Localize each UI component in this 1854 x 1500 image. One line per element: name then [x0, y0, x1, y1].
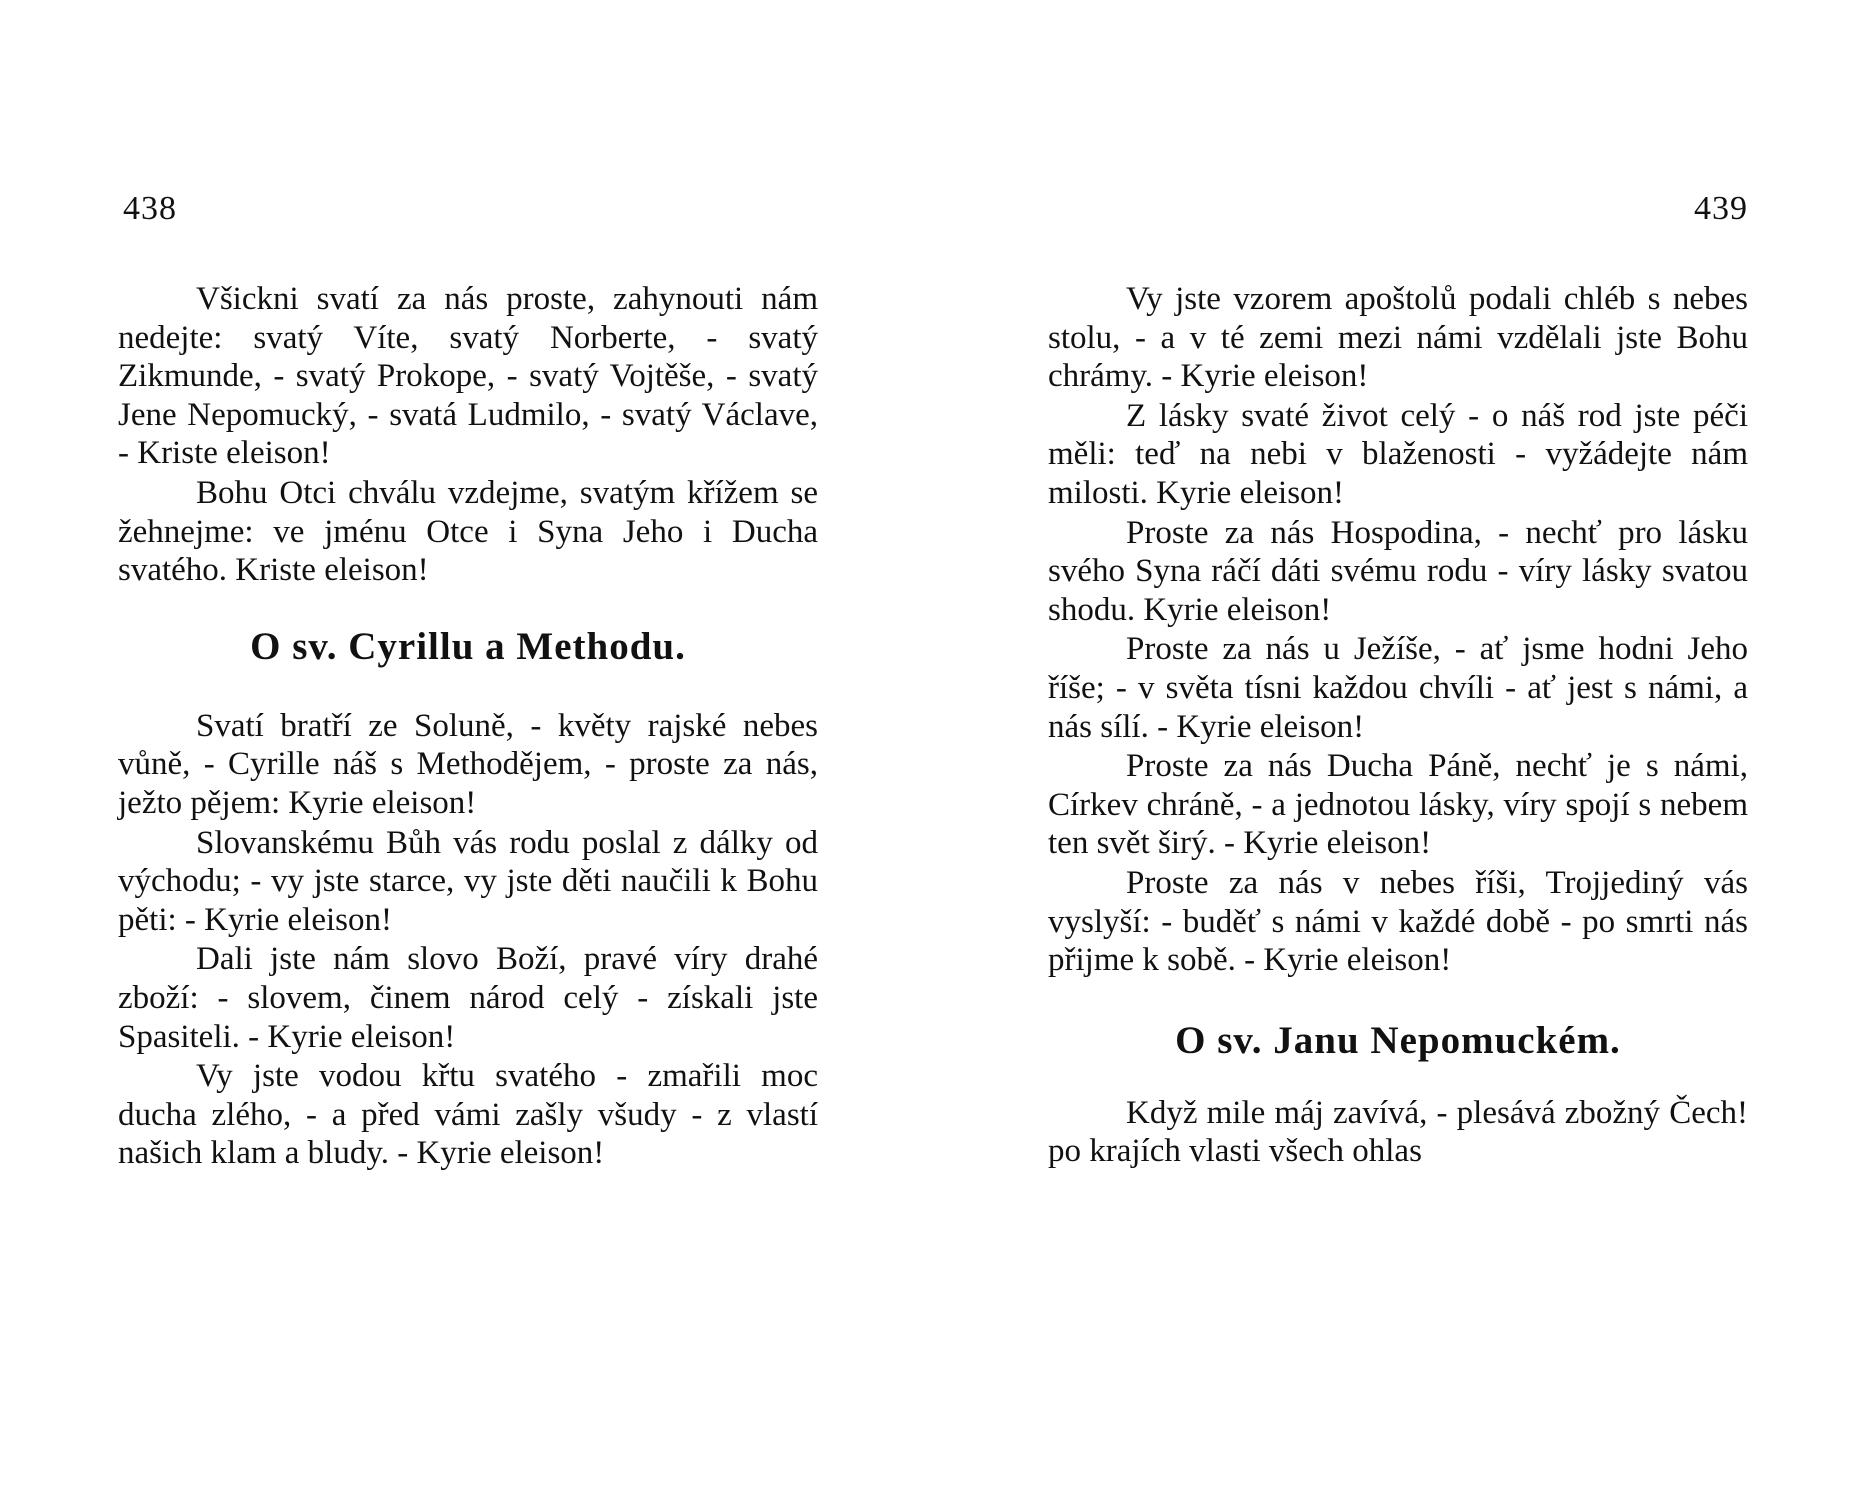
- page-body: [1048, 280, 1748, 1172]
- verse-paragraph: Svatí bratří ze Soluně, - květy rajské nebes vůně, - Cyrille náš s Methodějem, - proste za nás, ježto pějem: Kyrie eleison!: [118, 707, 818, 821]
- verse-paragraph: Když mile máj zavívá, - plesává zbožný Čech! po krajích vlasti všech ohlas: [1048, 1094, 1748, 1170]
- verse-paragraph: Bohu Otci chválu vzdejme, svatým křížem se žehnejme: ve jménu Otce i Syna Jeho i Ducha svatého. Kriste eleison!: [118, 474, 818, 589]
- section-heading: O sv. Janu Nepomuckém.: [1175, 1018, 1621, 1062]
- verse-paragraph: Vy jste vodou křtu svatého - zmařili moc ducha zlého, - a před vámi zašly všudy - z vlastí našich klam a bludy. - Kyrie eleison!: [118, 1058, 818, 1172]
- verse-paragraph: Vy jste vzorem apoštolů podali chléb s nebes stolu, - a v té zemi mezi námi vzdělali jste Bohu chrámy. - Kyrie eleison!: [1048, 281, 1748, 395]
- verse-paragraph: Proste za nás Ducha Páně, nechť je s námi, Církev chráně, - a jednotou lásky, víry spojí s nebem ten svět širý. - Kyrie eleison!: [1048, 748, 1748, 862]
- verse-paragraph: Proste za nás Hospodina, - nechť pro lásku svého Syna ráčí dáti svému rodu - víry lásky svatou shodu. Kyrie eleison!: [1048, 514, 1748, 628]
- verse-paragraph: Slovanskému Bůh vás rodu poslal z dálky od východu; - vy jste starce, vy jste děti naučili k Bohu pěti: - Kyrie eleison!: [118, 824, 818, 938]
- page-body: [118, 280, 818, 1174]
- verse-paragraph: Proste za nás u Ježíše, - ať jsme hodni Jeho říše; - v světa tísni každou chvíli - ať jest s námi, a nás sílí. - Kyrie eleison!: [1048, 631, 1748, 745]
- page-number: 438: [123, 190, 177, 227]
- verse-paragraph: Proste za nás v nebes říši, Trojjediný vás vyslyší: - buděť s námi v každé době - po smrti nás přijme k sobě. - Kyrie eleison!: [1048, 864, 1748, 979]
- verse-paragraph: Všickni svatí za nás proste, zahynouti nám nedejte: svatý Víte, svatý Norberte, - svatý Zikmunde, - svatý Prokope, - svatý Vojtěše, - svatý Jene Nepomucký, - svatá Ludmilo, - svatý Václave, - Kriste eleison!: [118, 281, 818, 472]
- page-number: 439: [1694, 190, 1748, 227]
- section-heading: O sv. Cyrillu a Methodu.: [250, 624, 686, 668]
- verse-paragraph: Dali jste nám slovo Boží, pravé víry drahé zboží: - slovem, činem národ celý - získali jste Spasiteli. - Kyrie eleison!: [118, 941, 818, 1055]
- verse-paragraph: Z lásky svaté život celý - o náš rod jste péči měli: teď na nebi v blaženosti - vyžádejte nám milosti. Kyrie eleison!: [1048, 397, 1748, 511]
